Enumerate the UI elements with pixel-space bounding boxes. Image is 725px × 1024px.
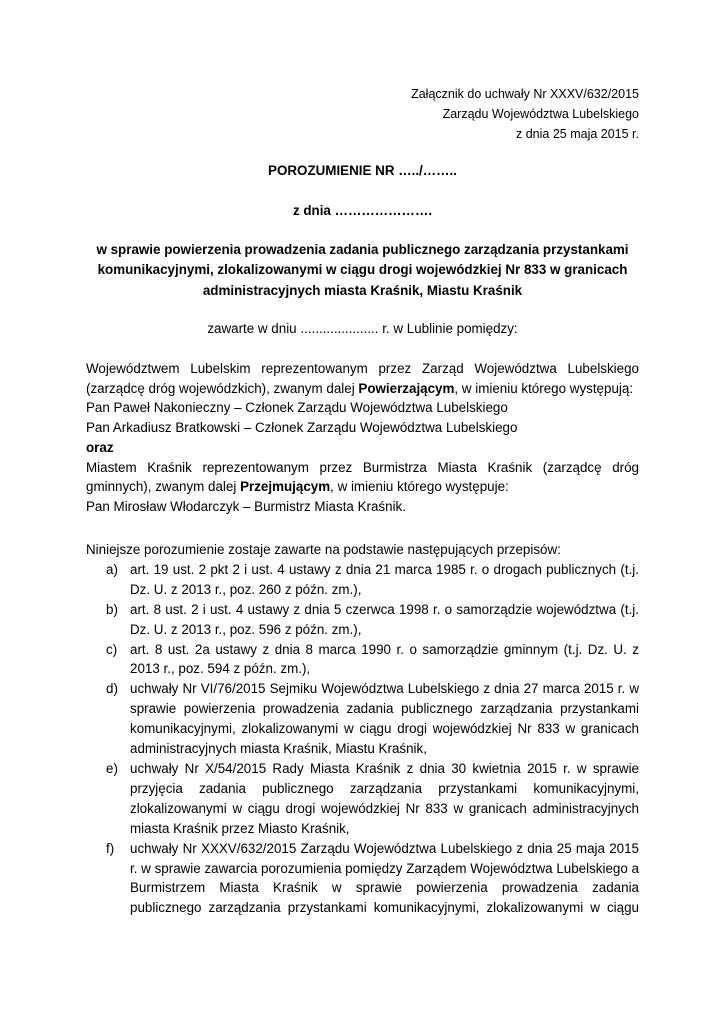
party2-after-role: , w imieniu którego występuje:	[330, 479, 509, 495]
list-item-text: art. 8 ust. 2a ustawy z dnia 8 marca 1990 r. o samorządzie gminnym (t.j. Dz. U. z 2013 r., poz. 594 z późn. zm.),	[130, 641, 639, 677]
list-item	[86, 640, 639, 680]
list-item-marker: a)	[106, 561, 118, 577]
party1-role: Powierzającym	[358, 380, 455, 396]
list-item-text: uchwały Nr XXXV/632/2015 Zarządu Województwa Lubelskiego z dnia 25 maja 2015 r. w sprawie zawarcia porozumienia pomiędzy Zarządem Województwa Lubelskiego a Burmistrzem Miasta Kraśnik w sprawie powierzenia prowadzenia zadania publicznego zarządzania przystankami komunikacyjnymi, zlokalizowanymi w ciągu	[130, 840, 639, 916]
list-item-marker: e)	[106, 760, 118, 776]
list-item-text: uchwały Nr X/54/2015 Rady Miasta Kraśnik z dnia 30 kwietnia 2015 r. w sprawie przyjęcia zadania publicznego zarządzania przystankami komunikacyjnymi, zlokalizowanymi w ciągu drogi wojewódzkiej Nr 833 w granicach administracyjnych miasta Kraśnik przez Miasto Kraśnik,	[130, 760, 639, 836]
list-item	[86, 560, 639, 600]
list-item-marker: f)	[106, 840, 115, 856]
and-word-text: oraz	[86, 439, 114, 455]
attachment-note	[411, 84, 639, 144]
document-title: POROZUMIENIE NR …../……..	[268, 163, 457, 178]
and-word	[86, 438, 639, 458]
party1-description	[86, 359, 639, 398]
attachment-note-line: Zarządu Województwa Lubelskiego	[442, 107, 639, 121]
attachment-note-line: z dnia 25 maja 2015 r.	[516, 127, 639, 141]
party2-role: Przejmującym	[240, 479, 331, 495]
list-item-marker: b)	[106, 601, 118, 617]
party2-intro: Miastem Kraśnik reprezentowanym przez Burmistrza Miasta Kraśnik (zarządcę dróg gminnych), zwanym dalej	[86, 459, 639, 495]
legal-basis-intro: Niniejsze porozumienie zostaje zawarte na podstawie następujących przepisów:	[86, 542, 561, 557]
list-item	[86, 600, 639, 640]
legal-basis-section	[86, 540, 639, 918]
attachment-note-line: Załącznik do uchwały Nr XXXV/632/2015	[411, 87, 639, 101]
list-item-marker: c)	[106, 641, 118, 657]
party1-representative: Pan Arkadiusz Bratkowski – Członek Zarządu Województwa Lubelskiego	[86, 420, 518, 436]
party2-description	[86, 458, 639, 497]
list-item	[86, 839, 639, 919]
legal-basis-list	[86, 560, 639, 918]
party1-after-role: , w imieniu którego występują:	[454, 380, 634, 396]
list-item	[86, 759, 639, 839]
list-item-marker: d)	[106, 681, 118, 697]
document-subject	[86, 240, 639, 301]
list-item-text: art. 8 ust. 2 i ust. 4 ustawy z dnia 5 czerwca 1998 r. o samorządzie województwa (t.j. Dz. U. z 2013 r., poz. 596 z późn. zm.),	[130, 601, 639, 637]
subject-line: administracyjnych miasta Kraśnik, Miastu Kraśnik	[202, 282, 523, 298]
subject-line: w sprawie powierzenia prowadzenia zadania publicznego zarządzania przystankami	[96, 242, 629, 257]
parties-section	[86, 359, 639, 517]
subject-line: komunikacyjnymi, zlokalizowanymi w ciągu drogi wojewódzkiej Nr 833 w granicach	[97, 262, 628, 278]
party2-representative: Pan Mirosław Włodarczyk – Burmistrz Miasta Kraśnik.	[86, 498, 406, 514]
party1-representative: Pan Paweł Nakonieczny – Członek Zarządu Województwa Lubelskiego	[86, 400, 508, 416]
concluded-line: zawarte w dniu ..................... r. w Lublinie pomiędzy:	[207, 321, 518, 336]
list-item	[86, 679, 639, 759]
party1-intro: Województwem Lubelskim reprezentowanym przez Zarząd Województwa Lubelskiego (zarządcę dróg wojewódzkich), zwanym dalej	[86, 361, 639, 396]
list-item-text: uchwały Nr VI/76/2015 Sejmiku Województwa Lubelskiego z dnia 27 marca 2015 r. w sprawie powierzenia prowadzenia zadania publicznego zarządzania przystankami komunikacyjnymi, zlokalizowanymi w ciągu drogi wojewódzkiej Nr 833 w granicach administracyjnych miasta Kraśnik, Miastu Kraśnik,	[130, 681, 639, 757]
list-item-text: art. 19 ust. 2 pkt 2 i ust. 4 ustawy z dnia 21 marca 1985 r. o drogach publicznych (t.j. Dz. U. z 2013 r., poz. 260 z późn. zm.),	[130, 561, 639, 597]
document-date-line: z dnia ………………….	[292, 203, 433, 218]
